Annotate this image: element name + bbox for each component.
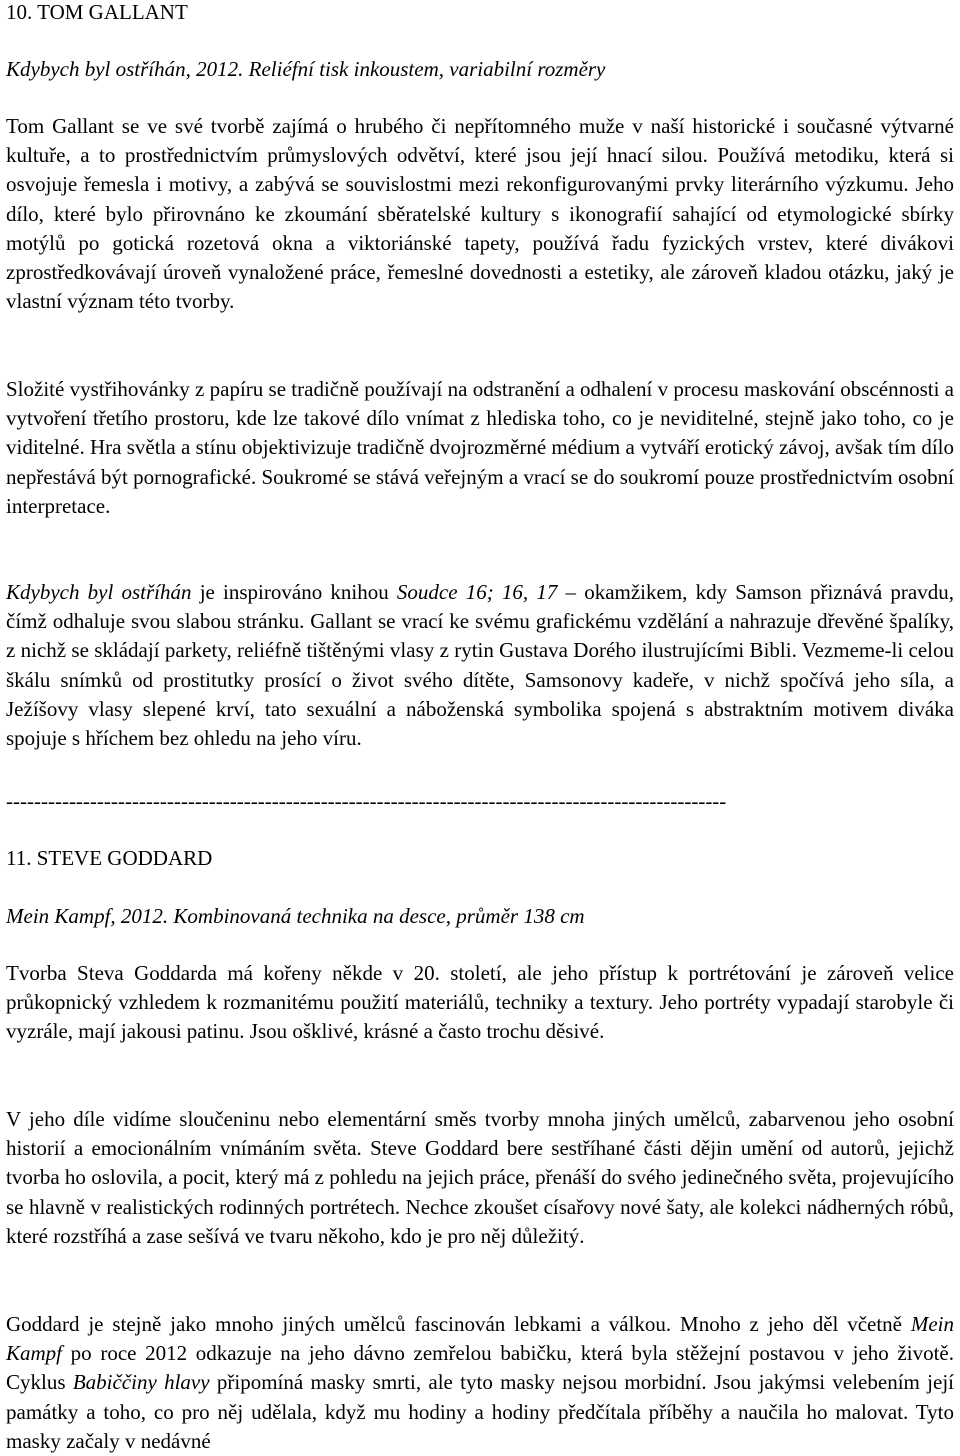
italic-text-run: Kdybych byl ostříhán xyxy=(6,580,192,604)
text-run: je inspirováno knihou xyxy=(191,580,397,604)
section-title: 11. STEVE GODDARD xyxy=(6,846,213,870)
text-run: Tom Gallant se ve své tvorbě zajímá o hrubého či nepřítomného muže v naší historické i současné výtvarné kultuře, a to prostřednictvím průmyslových odvětví, které jsou její hnací silou. Používá metodiku, která si osvojuje řemesla i motivy, a zabývá se souvislostmi mezi rekonfigurovanými prvky literárního výzkumu. Jeho dílo, které bylo přirovnáno ke zkoumání sběratelské kultury s ikonografií sahající od etymologické sbírky motýlů po gotická rozetová okna a viktoriánské tapety, používá řadu fyzických vrstev, které divákovi zprostředkovávají úroveň vynaložené práce, řemeslné dovednosti a estetiky, ale zároveň kladou otázku, jaký je vlastní význam této tvorby. xyxy=(6,114,954,314)
text-run: V jeho díle vidíme sloučeninu nebo elementární směs tvorby mnoha jiných umělců, zabarvenou jeho osobní historií a emocionálním vnímáním světa. Steve Goddard bere sestříhané části dějin umění od autorů, jejichž tvorba ho oslovila, a pocit, který má z pohledu na jejich práce, přenáší do svého jedinečného světa, projevujícího se hlavně v realistických rodinných portrétech. Nechce zkoušet císařovy nové šaty, ale kolekci nádherných róbů, které rozstříhá a zase sešívá ve tvaru někoho, kdo je pro něj důležitý. xyxy=(6,1107,954,1248)
text-run: připomíná masky smrti, ale tyto masky nejsou morbidní. Jsou jakýmsi velebením její památky a toho, co pro něj udělala, když mu hodiny a hodiny předčítala příběhy a naučila ho malovat. Tyto masky začaly v nedávné xyxy=(6,1370,955,1453)
paragraph xyxy=(6,375,954,521)
text-run: – okamžikem, kdy Samson přiznává pravdu, čímž odhaluje svou slabou stránku. Gallant se vrací ke svému grafickému vzdělání a nahrazuje dřevěné špalíky, z nichž se skládají parkety, reliéfně tištěnými vlasy z rytin Gustava Dorého ilustrujícími Bibli. Vezmeme-li celou škálu snímků od prostitutky prosící o život svého dítěte, Samsonovy kadeře, v nichž spočívá jeho síla, a Ježíšovy vlasy slepené krví, tato sexuální a náboženská symbolika spojená s abstraktním motivem diváka spojuje s hříchem bez ohledu na jeho víru. xyxy=(6,580,954,751)
italic-text-run: Mein Kampf xyxy=(6,1312,954,1366)
artwork-caption: Kdybych byl ostříhán, 2012. Reliéfní tisk inkoustem, variabilní rozměry xyxy=(6,57,606,81)
section-title: 10. TOM GALLANT xyxy=(6,0,188,24)
paragraph xyxy=(6,1310,954,1456)
paragraph xyxy=(6,578,954,753)
text-run: Tvorba Steva Goddarda má kořeny někde v 20. století, ale jeho přístup k portrétování je zároveň velice průkopnický vzhledem k rozmanitému použití materiálů, techniky a textury. Jeho portréty vypadají starobyle či vyzrále, mají jakousi patinu. Jsou ošklivé, krásné a často trochu děsivé. xyxy=(6,961,954,1044)
artwork-caption: Mein Kampf, 2012. Kombinovaná technika na desce, průměr 138 cm xyxy=(6,904,585,928)
section-divider: ------------------------------------------------------------------------------------------------------- xyxy=(6,789,727,813)
paragraph xyxy=(6,959,954,1047)
text-run: Goddard je stejně jako mnoho jiných umělců fascinován lebkami a válkou. Mnoho z jeho děl včetně xyxy=(6,1312,911,1336)
text-run: po roce 2012 odkazuje na jeho dávno zemřelou babičku, která byla stěžejní postavou v jeho životě. Cyklus xyxy=(6,1341,954,1395)
italic-text-run: Babiččiny hlavy xyxy=(72,1370,210,1395)
text-run: Složité vystřihovánky z papíru se tradičně používají na odstranění a odhalení v procesu maskování obscénnosti a vytvoření třetího prostoru, kde lze takové dílo vnímat z hlediska toho, co je neviditelné, stejně jako toho, co je viditelné. Hra světla a stínu objektivizuje tradičně dvojrozměrné médium a vytváří erotický závoj, avšak tím dílo nepřestává být pornografické. Soukromé se stává veřejným a vrací se do soukromí pouze prostřednictvím osobní interpretace. xyxy=(6,377,954,518)
italic-text-run: Soudce 16; 16, 17 xyxy=(396,580,558,604)
paragraph xyxy=(6,112,954,316)
paragraph xyxy=(6,1105,954,1251)
